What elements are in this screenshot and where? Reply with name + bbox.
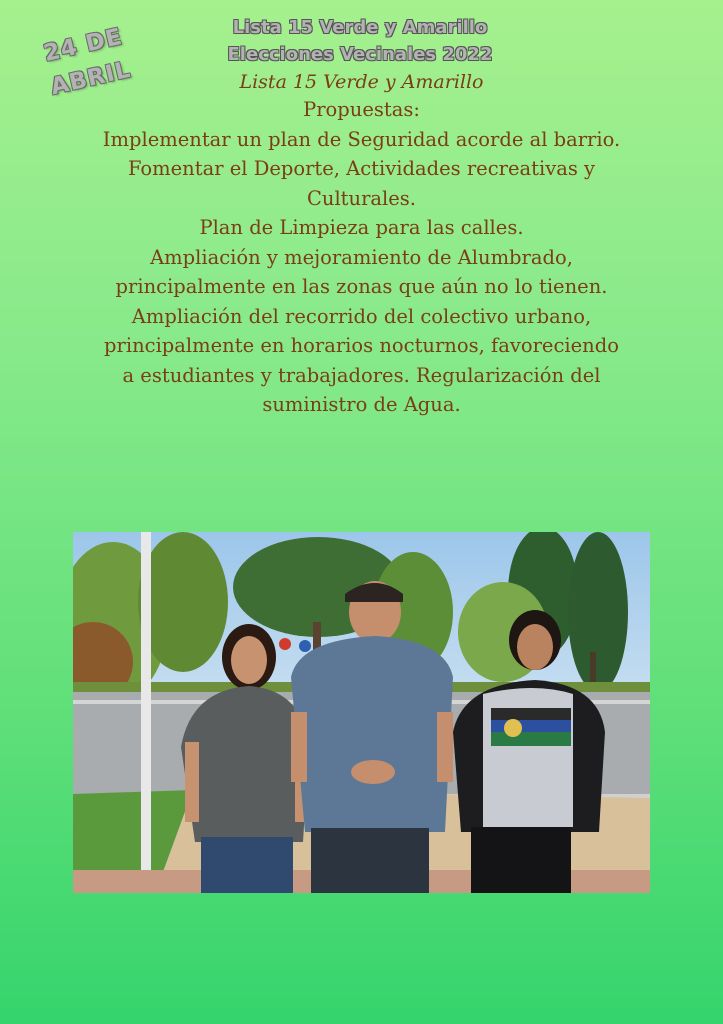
- proposal-line: Implementar un plan de Seguridad acorde al barrio.: [102, 127, 621, 151]
- candidates-photo: [73, 532, 650, 893]
- proposal-line: principalmente en las zonas que aún no lo tienen.: [115, 275, 608, 298]
- date-stamp-line2: ABRIL: [48, 56, 134, 101]
- proposal-line: a estudiantes y trabajadores. Regularización del: [122, 363, 601, 387]
- page-header: [150, 14, 570, 68]
- list-name-italic: Lista 15 Verde y Amarillo: [239, 71, 484, 93]
- proposal-line: suministro de Agua.: [262, 393, 461, 416]
- proposal-line: principalmente en horarios nocturnos, favoreciendo: [104, 334, 619, 357]
- header-title: Lista 15 Verde y Amarillo: [232, 17, 488, 38]
- proposal-line: Culturales.: [306, 186, 417, 210]
- proposals-text: [60, 95, 663, 420]
- header-subtitle: Elecciones Vecinales 2022: [227, 44, 493, 65]
- proposal-line: Ampliación y mejoramiento de Alumbrado,: [150, 245, 573, 269]
- date-stamp-line1: 24 DE: [41, 23, 125, 68]
- proposal-line: Ampliación del recorrido del colectivo urbano,: [131, 304, 592, 328]
- proposal-line: Plan de Limpieza para las calles.: [199, 216, 524, 239]
- proposals-heading: Propuestas:: [303, 98, 420, 121]
- proposal-line: Fomentar el Deporte, Actividades recreativas y: [127, 157, 596, 180]
